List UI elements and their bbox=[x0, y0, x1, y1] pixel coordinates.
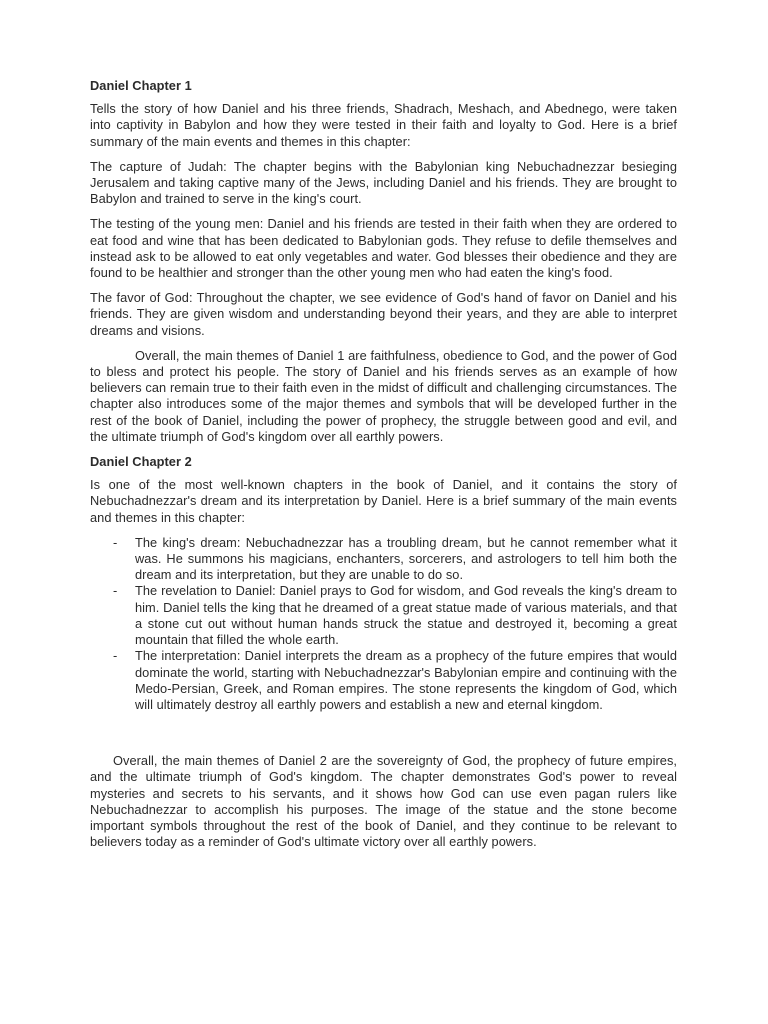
chapter-1-overall-paragraph: Overall, the main themes of Daniel 1 are faithfulness, obedience to God, and the power of God to bless and protect his people. The story of Daniel and his friends serves as an example of how believers can remain true to their faith even in the midst of difficult and challenging circumstances. The chapter also introduces some of the major themes and symbols that will be developed further in the rest of the book of Daniel, including the power of prophecy, the struggle between good and evil, and the ultimate triumph of God's kingdom over all earthly powers. bbox=[90, 347, 677, 444]
chapter-2-overall-paragraph: Overall, the main themes of Daniel 2 are the sovereignty of God, the prophecy of future empires, and the ultimate triumph of God's kingdom. The chapter demonstrates God's power to reveal mysteries and secrets to his servants, and it shows how God can use even pagan rulers like Nebuchadnezzar to accomplish his purposes. The image of the statue and the stone become important symbols throughout the rest of the book of Daniel, and they continue to be relevant to believers today as a reminder of God's ultimate victory over all earthly powers. bbox=[90, 753, 677, 850]
document-page bbox=[90, 78, 677, 859]
bullet-text: The revelation to Daniel: Daniel prays to God for wisdom, and God reveals the king's dream to him. Daniel tells the king that he dreamed of a great statue made of various materials, and that a stone cut out without human hands struck the statue and destroyed it, becoming a great mountain that filled the whole earth. bbox=[135, 583, 677, 648]
chapter-2-intro: Is one of the most well-known chapters in the book of Daniel, and it contains the story of Nebuchadnezzar's dream and its interpretation by Daniel. Here is a brief summary of the main events and themes in this chapter: bbox=[90, 477, 677, 525]
list-item bbox=[90, 648, 677, 713]
chapter-2-bullet-list bbox=[90, 535, 677, 713]
chapter-1-intro: Tells the story of how Daniel and his three friends, Shadrach, Meshach, and Abednego, were taken into captivity in Babylon and how they were tested in their faith and loyalty to God. Here is a brief summary of the main events and themes in this chapter: bbox=[90, 101, 677, 149]
bullet-text: The king's dream: Nebuchadnezzar has a troubling dream, but he cannot remember what it was. He summons his magicians, enchanters, sorcerers, and astrologers to tell him both the dream and its interpretation, but they are unable to do so. bbox=[135, 534, 677, 583]
chapter-1-heading: Daniel Chapter 1 bbox=[90, 78, 192, 93]
bullet-dash: - bbox=[113, 648, 118, 664]
list-item bbox=[90, 583, 677, 648]
blank-spacer bbox=[90, 713, 677, 753]
list-item bbox=[90, 535, 677, 584]
bullet-dash: - bbox=[113, 534, 118, 550]
bullet-text: The interpretation: Daniel interprets the dream as a prophecy of the future empires that would dominate the world, starting with Nebuchadnezzar's Babylonian empire and continuing with the Medo-Persian, Greek, and Roman empires. The stone represents the kingdom of God, which will ultimately destroy all earthly powers and establish a new and eternal kingdom. bbox=[135, 648, 677, 712]
chapter-1-favor-paragraph: The favor of God: Throughout the chapter, we see evidence of God's hand of favor on Daniel and his friends. They are given wisdom and understanding beyond their years, and they are able to interpret dreams and visions. bbox=[90, 290, 677, 338]
chapter-1-testing-paragraph: The testing of the young men: Daniel and his friends are tested in their faith when they are ordered to eat food and wine that has been dedicated to Babylonian gods. They refuse to defile themselves and instead ask to be allowed to eat only vegetables and water. God blesses their obedience and they are found to be healthier and stronger than the other young men who had eaten the king's food. bbox=[90, 216, 677, 281]
bullet-dash: - bbox=[113, 583, 118, 599]
chapter-1-capture-paragraph: The capture of Judah: The chapter begins with the Babylonian king Nebuchadnezzar besieging Jerusalem and taking captive many of the Jews, including Daniel and his friends. They are brought to Babylon and trained to serve in the king's court. bbox=[90, 158, 677, 207]
chapter-2-heading: Daniel Chapter 2 bbox=[90, 454, 192, 470]
